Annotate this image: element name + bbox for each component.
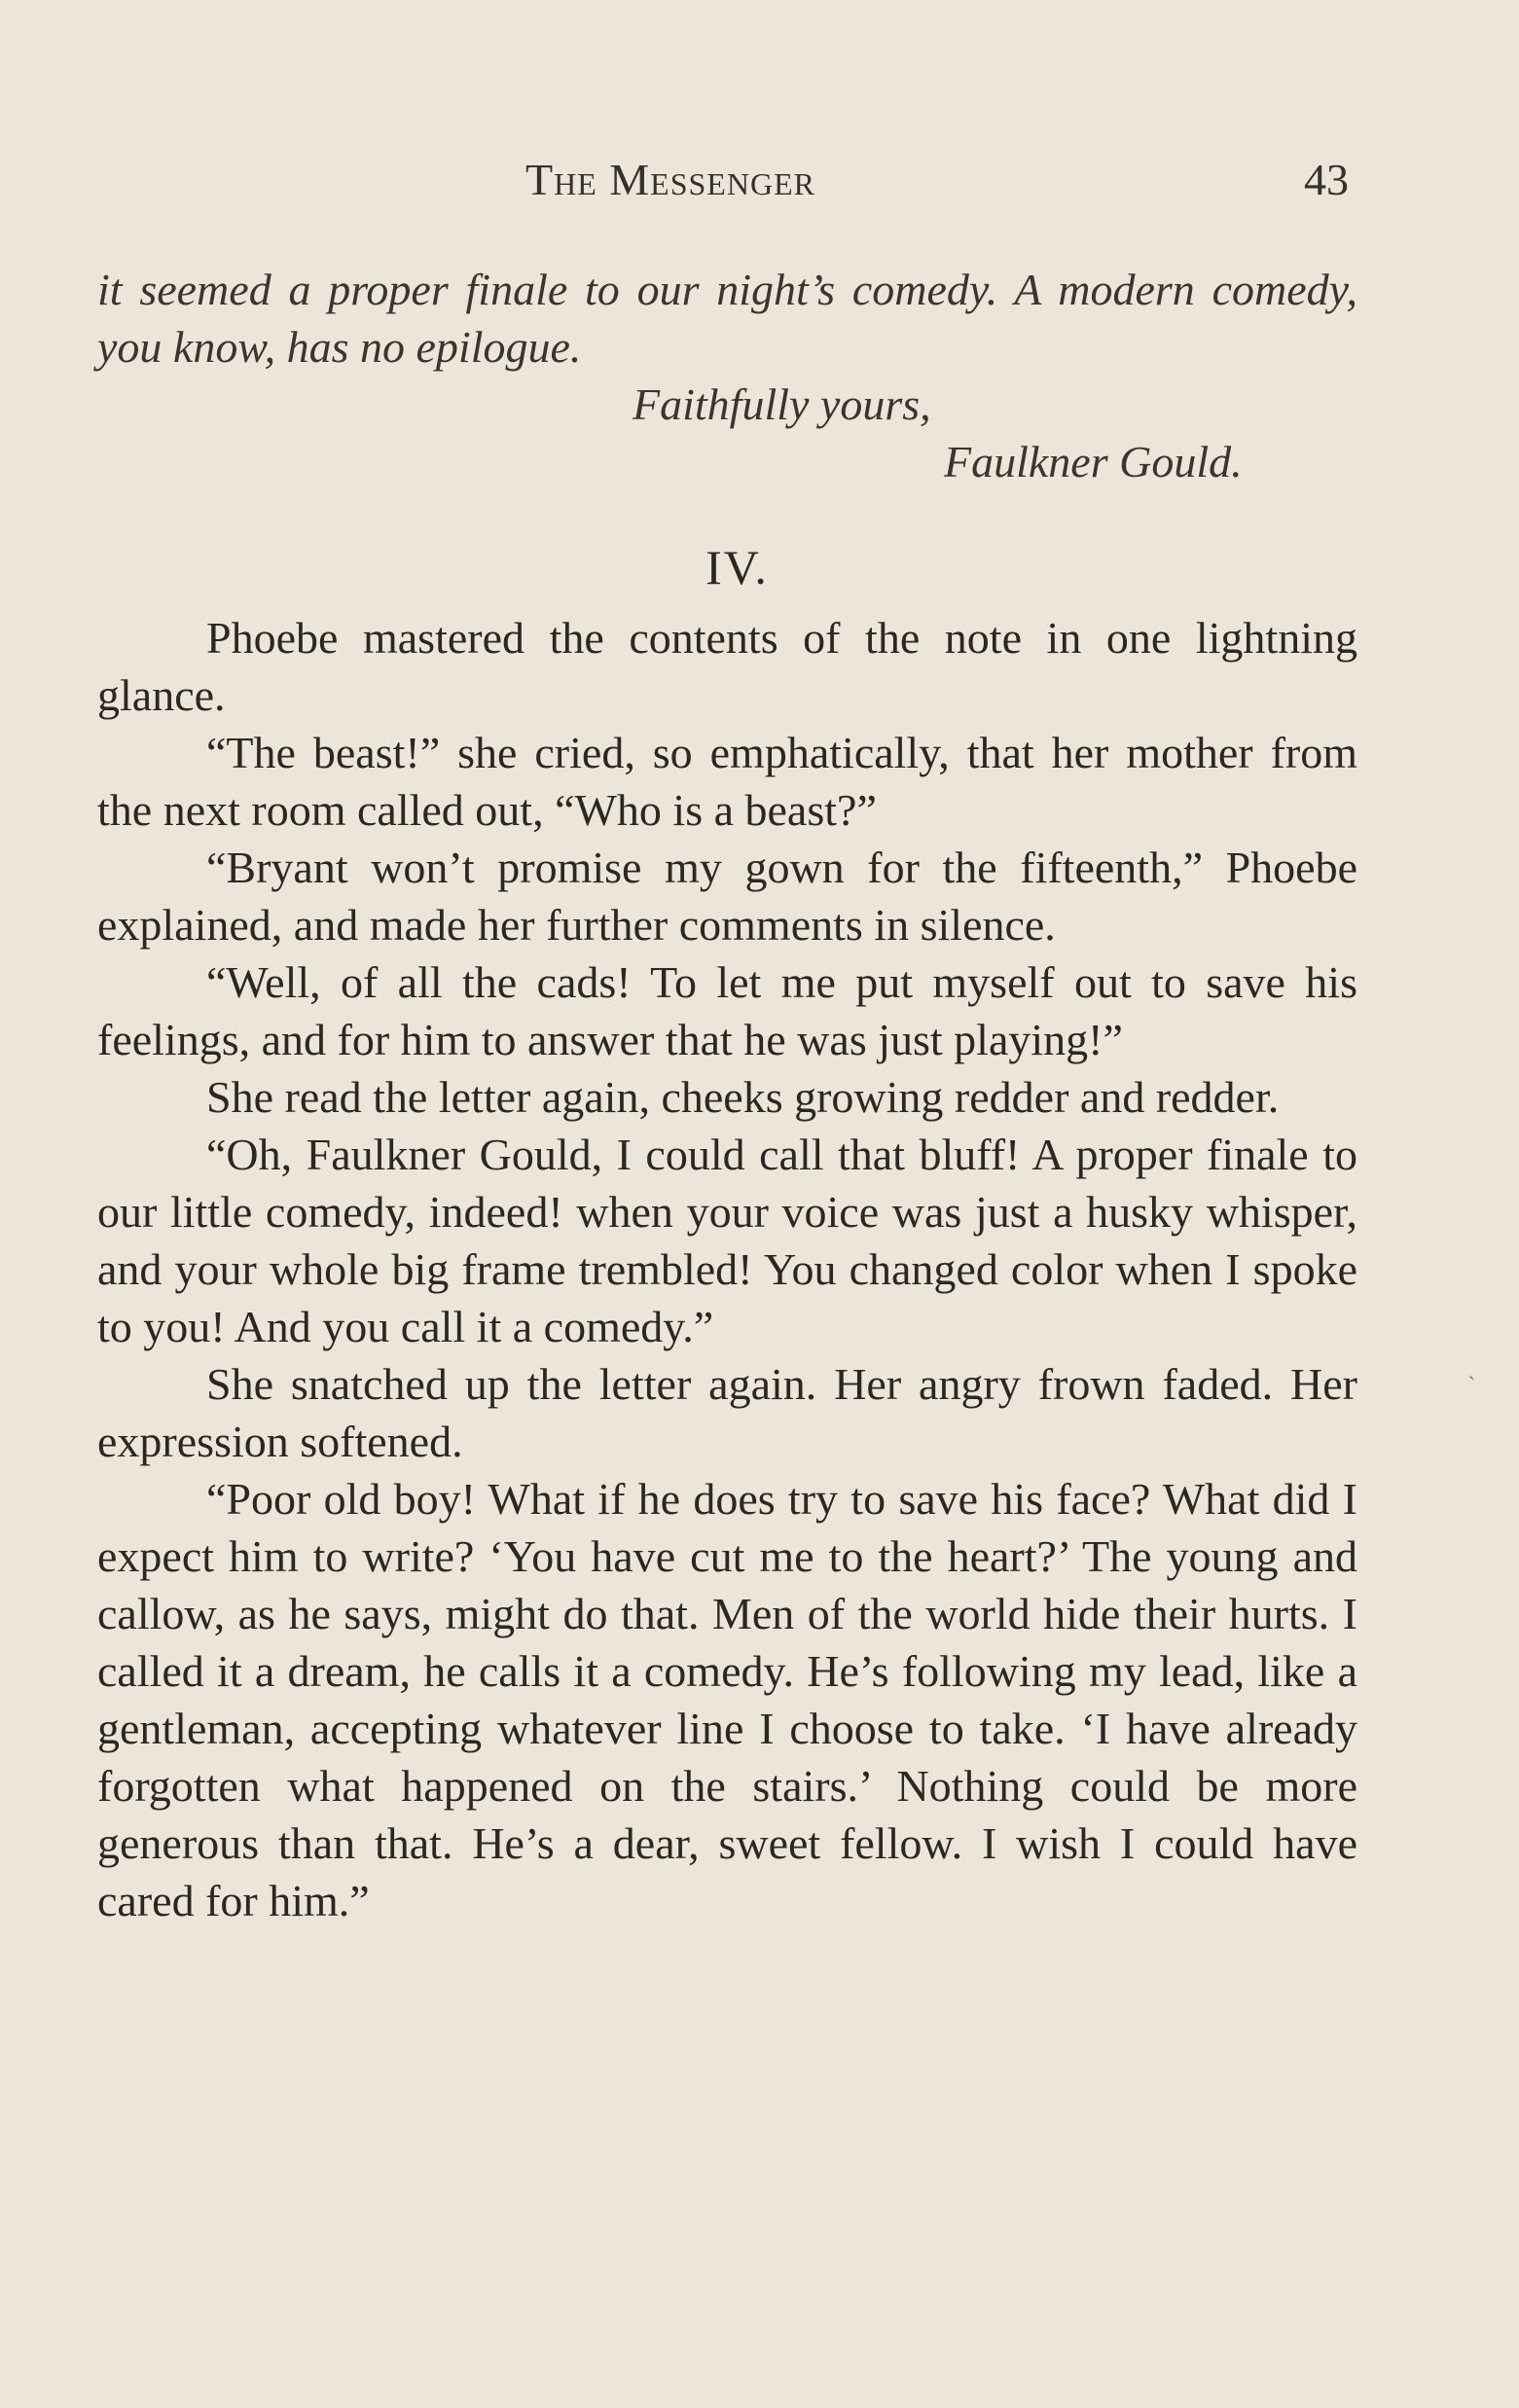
paper-speck: ˏ: [1467, 1352, 1476, 1381]
paragraph: She read the letter again, cheeks growing redder and redder.: [206, 1072, 1280, 1122]
letter-closing: Faithfully yours,: [633, 379, 931, 429]
letter-excerpt: [97, 261, 1357, 490]
section-heading: IV.: [705, 540, 769, 594]
paragraph: She snatched up the letter again. Her angry frown faded. Her expression softened.: [97, 1359, 1357, 1466]
page-number: 43: [1304, 155, 1349, 204]
paragraph: “Bryant won’t promise my gown for the fifteenth,” Phoebe explained, and made her further comments in silence.: [97, 843, 1357, 950]
paragraph: Phoebe mastered the contents of the note in one lightning glance.: [97, 613, 1357, 720]
paragraph: “Well, of all the cads! To let me put myself out to save his feelings, and for him to answer that he was just playing!”: [97, 957, 1357, 1064]
running-head: [0, 154, 1519, 212]
paragraph: “The beast!” she cried, so emphatically, that her mother from the next room called out, “Who is a beast?”: [97, 728, 1357, 835]
paragraph: “Oh, Faulkner Gould, I could call that bluff! A proper finale to our little comedy, indeed! when your voice was just a husky whisper, and your whole big frame trembled! You changed color when I spoke to you! And you call it a comedy.”: [97, 1130, 1357, 1351]
running-title: The Messenger: [525, 155, 815, 204]
paragraph: “Poor old boy! What if he does try to save his face? What did I expect him to write? ‘You have cut me to the heart?’ The young and callow, as he says, might do that. Men of the world hide their hurts. I called it a dream, he calls it a comedy. He’s following my lead, like a gentleman, accepting whatever line I choose to take. ‘I have already forgotten what happened on the stairs.’ Nothing could be more generous than that. He’s a dear, sweet fellow. I wish I could have cared for him.”: [97, 1474, 1357, 1925]
text-block: [97, 261, 1357, 1929]
letter-signature: Faulkner Gould.: [944, 437, 1243, 486]
letter-body: it seemed a proper finale to our night’s comedy. A modern comedy, you know, has no epilogue.: [97, 265, 1357, 372]
